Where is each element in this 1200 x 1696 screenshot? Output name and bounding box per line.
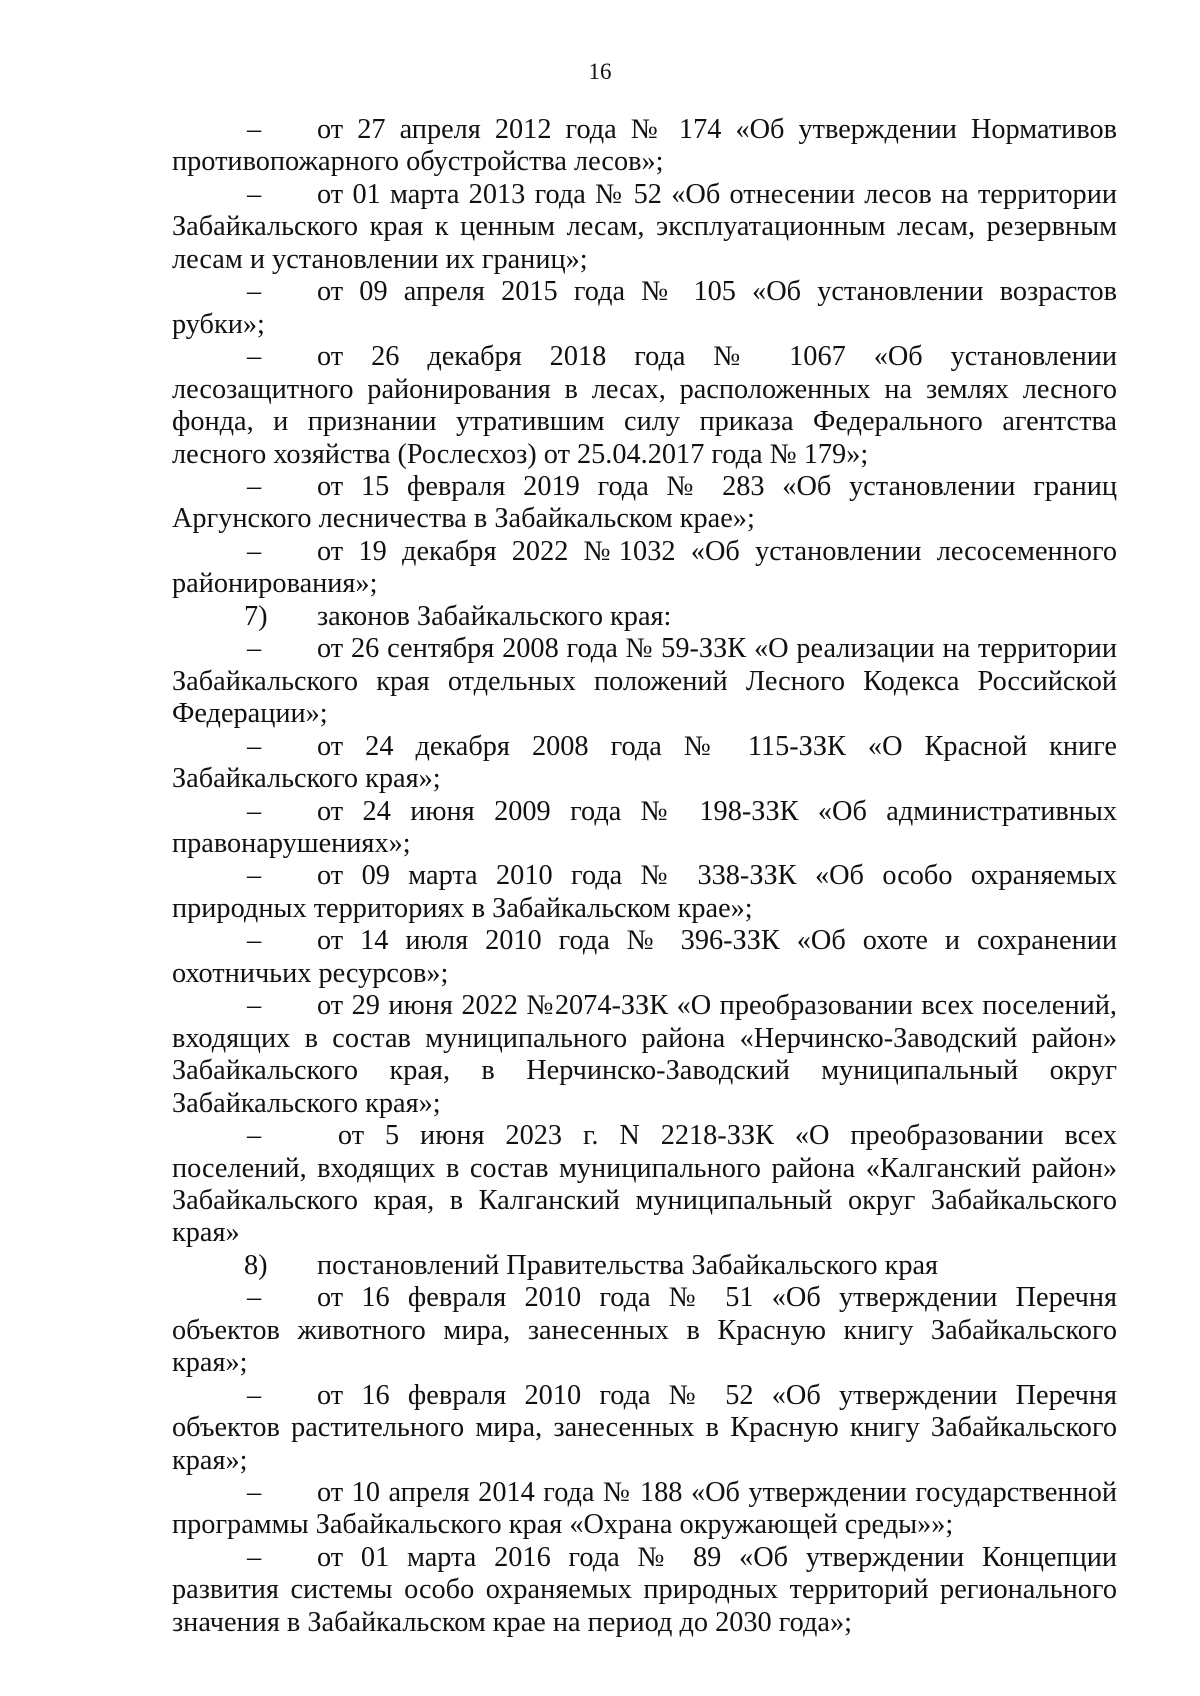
list-item xyxy=(172,1282,1117,1379)
list-marker: – xyxy=(247,795,262,827)
list-marker: – xyxy=(247,114,262,145)
list-item-text: от 16 февраля 2010 года № 51 «Об утверждении Перечня объектов животного мира, занесенных в Красную книгу Забайкальского края»; xyxy=(172,1282,1117,1379)
list-item-text: от 01 марта 2013 года № 52 «Об отнесении лесов на территории Забайкальского края к ценным лесам, эксплуатационным лесам, резервным лесам и установлении их границ»; xyxy=(172,178,1117,275)
list-marker: – xyxy=(247,276,262,308)
list-item-text: от 29 июня 2022 №2074-ЗЗК «О преобразовании всех поселений, входящих в состав муниципального района «Нерчинско-Заводский район» Забайкальского края, в Нерчинско-Заводский муниципальный округ Забайкальского края»; xyxy=(172,990,1117,1119)
section-number: 8) xyxy=(244,1249,268,1281)
list-item-text: от 14 июля 2010 года № 396-ЗЗК «Об охоте и сохранении охотничьих ресурсов»; xyxy=(172,925,1117,989)
list-item xyxy=(172,1120,1117,1250)
list-item xyxy=(172,1542,1117,1639)
list-marker: – xyxy=(247,1120,262,1152)
list-marker: – xyxy=(247,535,262,567)
list-item-text: от 27 апреля 2012 года № 174 «Об утверждении Нормативов противопожарного обустройства лесов»; xyxy=(172,114,1117,178)
list-item-text: от 24 июня 2009 года № 198-ЗЗК «Об административных правонарушениях»; xyxy=(172,795,1117,859)
list-item-text: от 10 апреля 2014 года № 188 «Об утверждении государственной программы Забайкальского края «Охрана окружающей среды»»; xyxy=(172,1477,1117,1541)
list-item xyxy=(172,536,1117,601)
list-marker: – xyxy=(247,633,262,665)
list-item-text: от 26 сентября 2008 года № 59-ЗЗК «О реализации на территории Забайкальского края отдельных положений Лесного Кодекса Российской Федерации»; xyxy=(172,633,1117,730)
list-marker: – xyxy=(247,860,262,892)
list-item xyxy=(172,114,1117,179)
list-item-text: от 16 февраля 2010 года № 52 «Об утверждении Перечня объектов растительного мира, занесенных в Красную книгу Забайкальского края»; xyxy=(172,1379,1117,1476)
list-marker: – xyxy=(247,925,262,957)
section-number: 7) xyxy=(244,600,268,632)
list-item xyxy=(172,1380,1117,1477)
list-item-text: от 01 марта 2016 года № 89 «Об утверждении Концепции развития системы особо охраняемых природных территорий регионального значения в Забайкальском крае на период до 2030 года»; xyxy=(172,1541,1117,1638)
list-marker: – xyxy=(247,1541,262,1573)
list-item xyxy=(172,633,1117,730)
list-item xyxy=(172,990,1117,1120)
list-item-text: от 15 февраля 2019 года № 283 «Об установлении границ Аргунского лесничества в Забайкальском крае»; xyxy=(172,470,1117,535)
list-marker: – xyxy=(247,1379,262,1411)
list-item xyxy=(172,860,1117,925)
list-marker: – xyxy=(247,1282,262,1314)
list-item xyxy=(172,341,1117,471)
section-heading-text: законов Забайкальского края: xyxy=(317,600,672,632)
list-item xyxy=(172,796,1117,861)
list-item xyxy=(172,276,1117,341)
list-marker: – xyxy=(247,1477,262,1509)
section-heading xyxy=(172,1250,1117,1282)
list-marker: – xyxy=(247,178,262,210)
list-marker: – xyxy=(247,470,262,502)
list-item-text: от 26 декабря 2018 года № 1067 «Об установлении лесозащитного районирования в лесах, расположенных на землях лесного фонда, и признании утратившим силу приказа Федерального агентства лесного хозяйства (Рослесхоз) от 25.04.2017 года № 179»; xyxy=(172,341,1117,470)
list-marker: – xyxy=(247,341,262,373)
list-item xyxy=(172,471,1117,536)
list-item xyxy=(172,179,1117,276)
list-item xyxy=(172,1477,1117,1542)
section-heading xyxy=(172,601,1117,633)
list-item-text: от 5 июня 2023 г. N 2218-ЗЗК «О преобразовании всех поселений, входящих в состав муниципального района «Калганский район» Забайкальского края, в Калганский муниципальный округ Забайкальского края» xyxy=(172,1120,1117,1249)
list-marker: – xyxy=(247,990,262,1022)
document-body xyxy=(172,114,1117,1639)
list-item xyxy=(172,731,1117,796)
list-item-text: от 09 марта 2010 года № 338-ЗЗК «Об особо охраняемых природных территориях в Забайкальском крае»; xyxy=(172,860,1117,924)
list-item-text: от 09 апреля 2015 года № 105 «Об установлении возрастов рубки»; xyxy=(172,276,1117,340)
list-marker: – xyxy=(247,730,262,762)
section-heading-text: постановлений Правительства Забайкальского края xyxy=(317,1249,939,1281)
list-item-text: от 19 декабря 2022 №1032 «Об установлении лесосеменного районирования»; xyxy=(172,535,1117,600)
list-item-text: от 24 декабря 2008 года № 115-ЗЗК «О Красной книге Забайкальского края»; xyxy=(172,730,1117,795)
list-item xyxy=(172,925,1117,990)
page-number: 16 xyxy=(588,59,612,84)
